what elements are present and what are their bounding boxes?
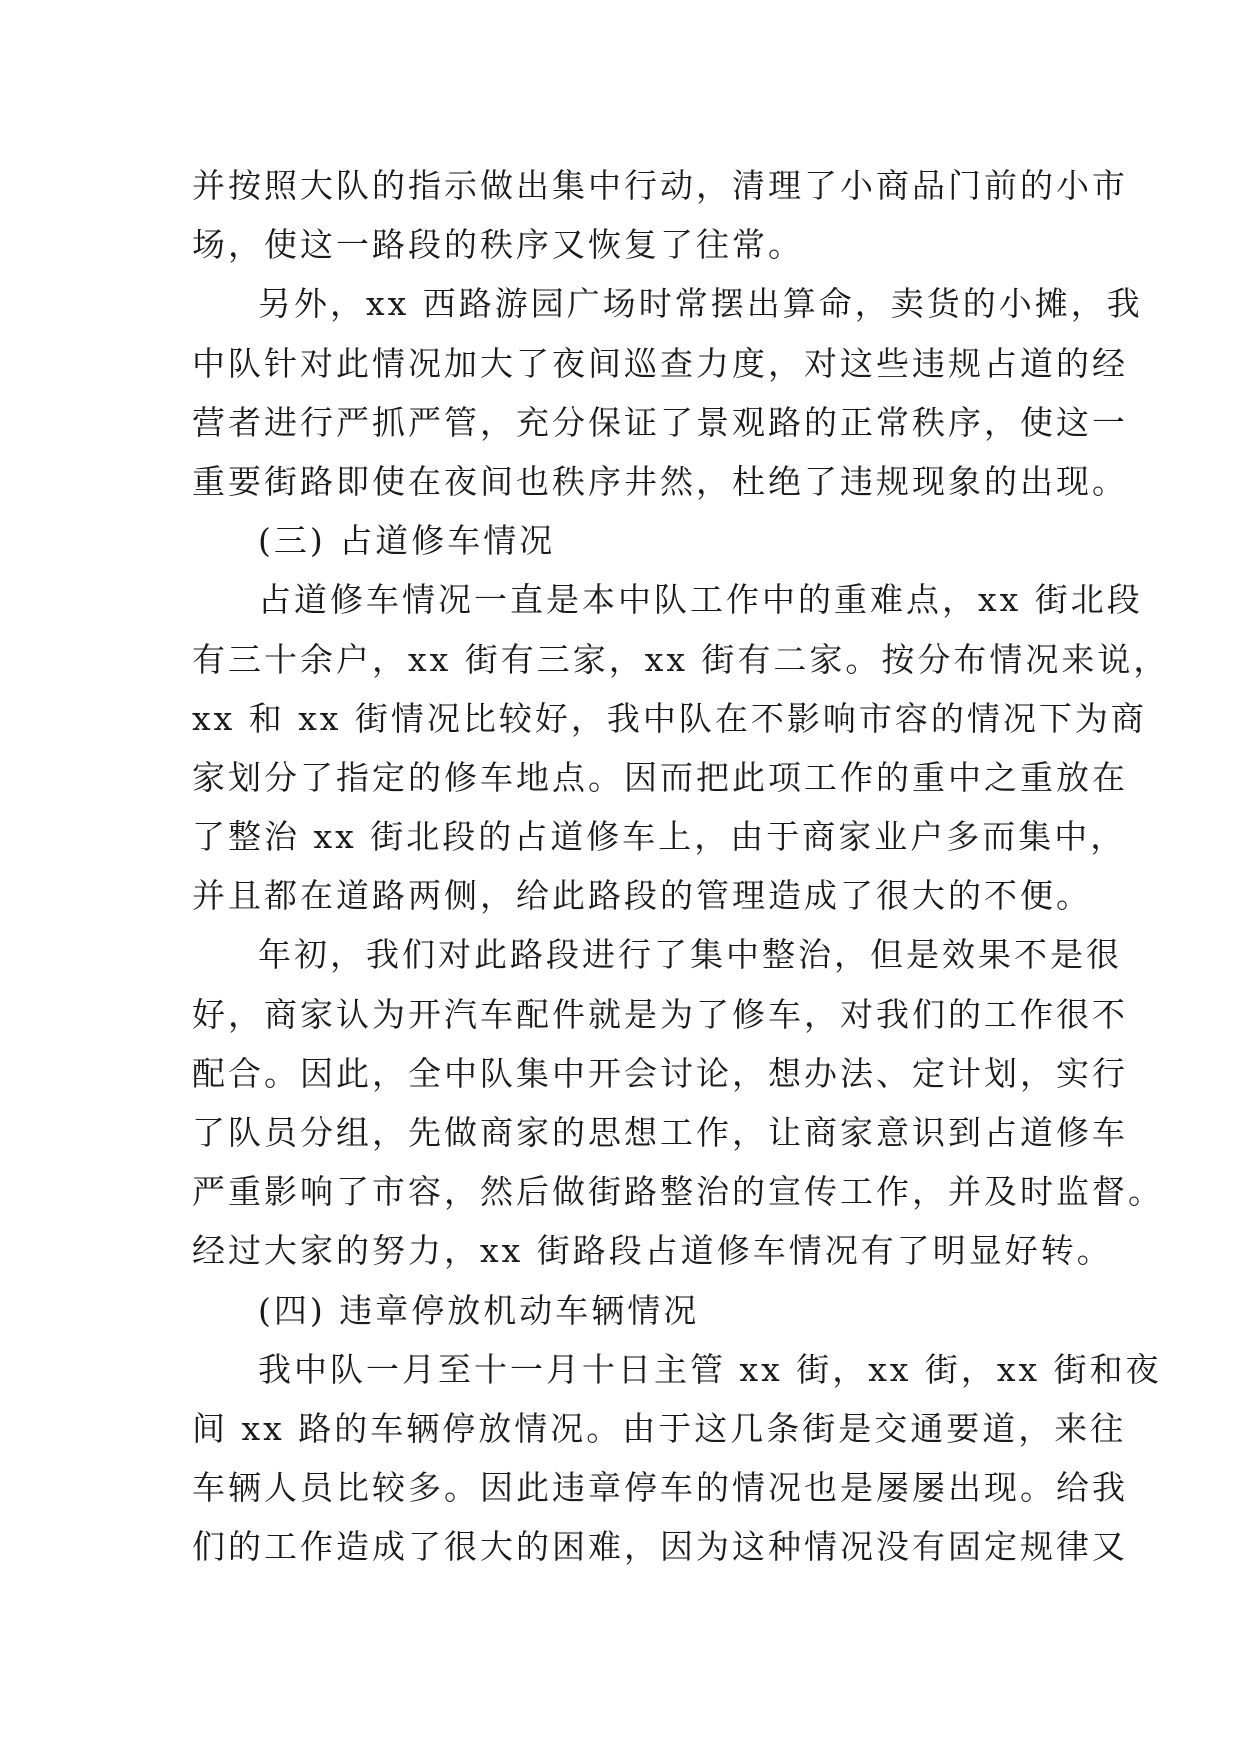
- text-line: 占道修车情况一直是本中队工作中的重难点，xx 街北段: [258, 580, 1143, 620]
- text-line: 严重影响了市容，然后做街路整治的宣传工作，并及时监督。: [192, 1172, 1164, 1212]
- text-line: 我中队一月至十一月十日主管 xx 街，xx 街，xx 街和夜: [258, 1349, 1162, 1389]
- text-line: 间 xx 路的车辆停放情况。由于这几条街是交通要道，来往: [192, 1408, 1127, 1448]
- text-line: 营者进行严抓严管，充分保证了景观路的正常秩序，使这一: [192, 402, 1128, 442]
- text-line: 配合。因此，全中队集中开会讨论，想办法、定计划，实行: [192, 1053, 1128, 1093]
- text-line: 场，使这一路段的秩序又恢复了往常。: [192, 225, 804, 265]
- text-line: 们的工作造成了很大的困难，因为这种情况没有固定规律又: [192, 1527, 1128, 1567]
- text-line: 经过大家的努力，xx 街路段占道修车情况有了明显好转。: [192, 1231, 1113, 1271]
- text-line: 了队员分组，先做商家的思想工作，让商家意识到占道修车: [192, 1113, 1128, 1152]
- text-line: 好，商家认为开汽车配件就是为了修车，对我们的工作很不: [192, 994, 1128, 1034]
- text-line: 中队针对此情况加大了夜间巡查力度，对这些违规占道的经: [192, 343, 1128, 383]
- document-body: [192, 156, 1170, 1577]
- text-line: 车辆人员比较多。因此违章停车的情况也是屡屡出现。给我: [192, 1468, 1128, 1508]
- text-line: xx 和 xx 街情况比较好，我中队在不影响市容的情况下为商: [192, 698, 1147, 738]
- text-line: 年初，我们对此路段进行了集中整治，但是效果不是很: [258, 935, 1122, 975]
- text-line: 并按照大队的指示做出集中行动，清理了小商品门前的小市: [192, 166, 1128, 205]
- text-line: 有三十余户，xx 街有三家，xx 街有二家。按分布情况来说，: [192, 639, 1170, 679]
- text-line: 了整治 xx 街北段的占道修车上，由于商家业户多而集中，: [192, 817, 1127, 857]
- section-heading: (三) 占道修车情况: [258, 521, 556, 561]
- text-line: 另外，xx 西路游园广场时常摆出算命，卖货的小摊，我: [258, 284, 1143, 324]
- text-line: 家划分了指定的修车地点。因而把此项工作的重中之重放在: [192, 757, 1128, 797]
- text-line: 并且都在道路两侧，给此路段的管理造成了很大的不便。: [192, 876, 1092, 916]
- text-line: 重要街路即使在夜间也秩序井然，杜绝了违规现象的出现。: [192, 461, 1128, 501]
- section-heading: (四) 违章停放机动车辆情况: [258, 1290, 700, 1330]
